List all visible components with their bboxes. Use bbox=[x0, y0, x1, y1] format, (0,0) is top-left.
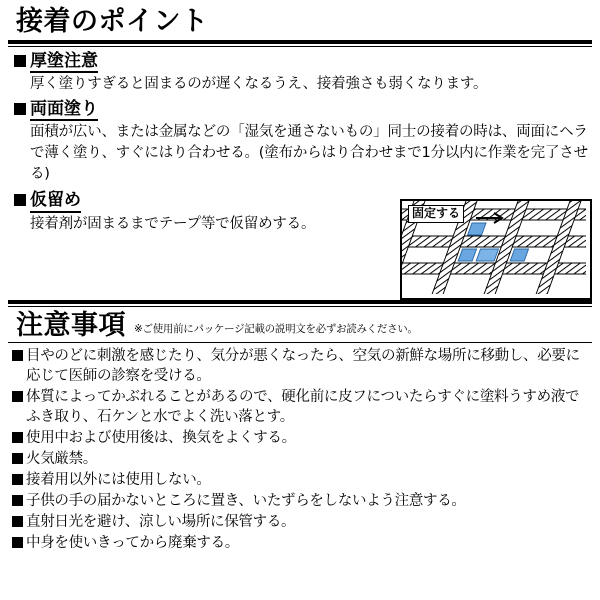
warning-text: 直射日光を避け、涼しい場所に保管する。 bbox=[26, 513, 296, 530]
list-item bbox=[12, 470, 592, 490]
square-bullet-icon bbox=[14, 55, 26, 67]
point-item-2-heading-row bbox=[14, 99, 590, 121]
section2-divider-thick bbox=[8, 300, 592, 304]
point-item-1-heading: 厚塗注意 bbox=[30, 51, 98, 73]
point-item-1-heading-row bbox=[14, 51, 590, 73]
square-bullet-icon bbox=[12, 474, 23, 485]
warning-text: 接着用以外には使用しない。 bbox=[26, 471, 211, 488]
list-item bbox=[12, 387, 592, 427]
warning-text: 子供の手の届かないところに置き、いたずらをしないよう注意する。 bbox=[26, 492, 466, 509]
square-bullet-icon bbox=[12, 516, 23, 527]
section2 bbox=[0, 299, 600, 554]
point-item-2-body: 面積が広い、または金属などの「湿気を通さないもの」同士の接着の時は、両面にヘラで薄く塗り、すぐにはり合わせる。(塗布からはり合わせまで1分以内に作業を完了させる) bbox=[30, 124, 588, 182]
square-bullet-icon bbox=[12, 537, 23, 548]
warning-list bbox=[0, 343, 600, 553]
square-bullet-icon bbox=[12, 495, 23, 506]
list-item bbox=[12, 449, 592, 469]
list-item bbox=[12, 512, 592, 532]
square-bullet-icon bbox=[12, 453, 23, 464]
point-item-2-heading: 両面塗り bbox=[30, 99, 98, 121]
warning-text: 使用中および使用後は、換気をよくする。 bbox=[26, 429, 296, 446]
point-item-2 bbox=[0, 95, 600, 184]
point-item-1-body: 厚く塗りすぎると固まるのが遅くなるうえ、接着強さも弱くなります。 bbox=[30, 76, 488, 93]
warning-text: 中身を使いきってから廃棄する。 bbox=[26, 534, 239, 551]
list-item bbox=[12, 346, 592, 386]
square-bullet-icon bbox=[12, 391, 23, 402]
list-item bbox=[12, 491, 592, 511]
fixing-illustration bbox=[400, 199, 592, 300]
figure-label: 固定する bbox=[408, 205, 464, 223]
point-item-3-body: 接着剤が固まるまでテープ等で仮留めする。 bbox=[30, 215, 316, 232]
arrow-right-icon bbox=[476, 211, 510, 225]
square-bullet-icon bbox=[14, 103, 26, 115]
point-item-3-heading: 仮留め bbox=[30, 190, 81, 212]
list-item bbox=[12, 428, 592, 448]
point-item-1 bbox=[0, 47, 600, 95]
list-item bbox=[12, 533, 592, 553]
warning-text: 目やのどに刺激を感じたり、気分が悪くなったら、空気の新鮮な場所に移動し、必要に応じて医師の診察を受ける。 bbox=[26, 347, 580, 384]
section1-divider-thick bbox=[8, 40, 592, 44]
warning-text: 火気厳禁。 bbox=[26, 450, 97, 467]
square-bullet-icon bbox=[14, 194, 26, 206]
square-bullet-icon bbox=[12, 350, 23, 361]
section2-note: ※ご使用前にパッケージ記載の説明文を必ずお読みください。 bbox=[134, 323, 418, 336]
section2-title: 注意事項 bbox=[16, 310, 126, 341]
warning-text: 体質によってかぶれることがあるので、硬化前に皮フについたらすぐに塗料うすめ液でふき取り、石ケンと水でよく洗い落とす。 bbox=[26, 388, 580, 425]
section1-title: 接着のポイント bbox=[16, 6, 209, 37]
section2-header bbox=[0, 307, 600, 341]
square-bullet-icon bbox=[12, 432, 23, 443]
